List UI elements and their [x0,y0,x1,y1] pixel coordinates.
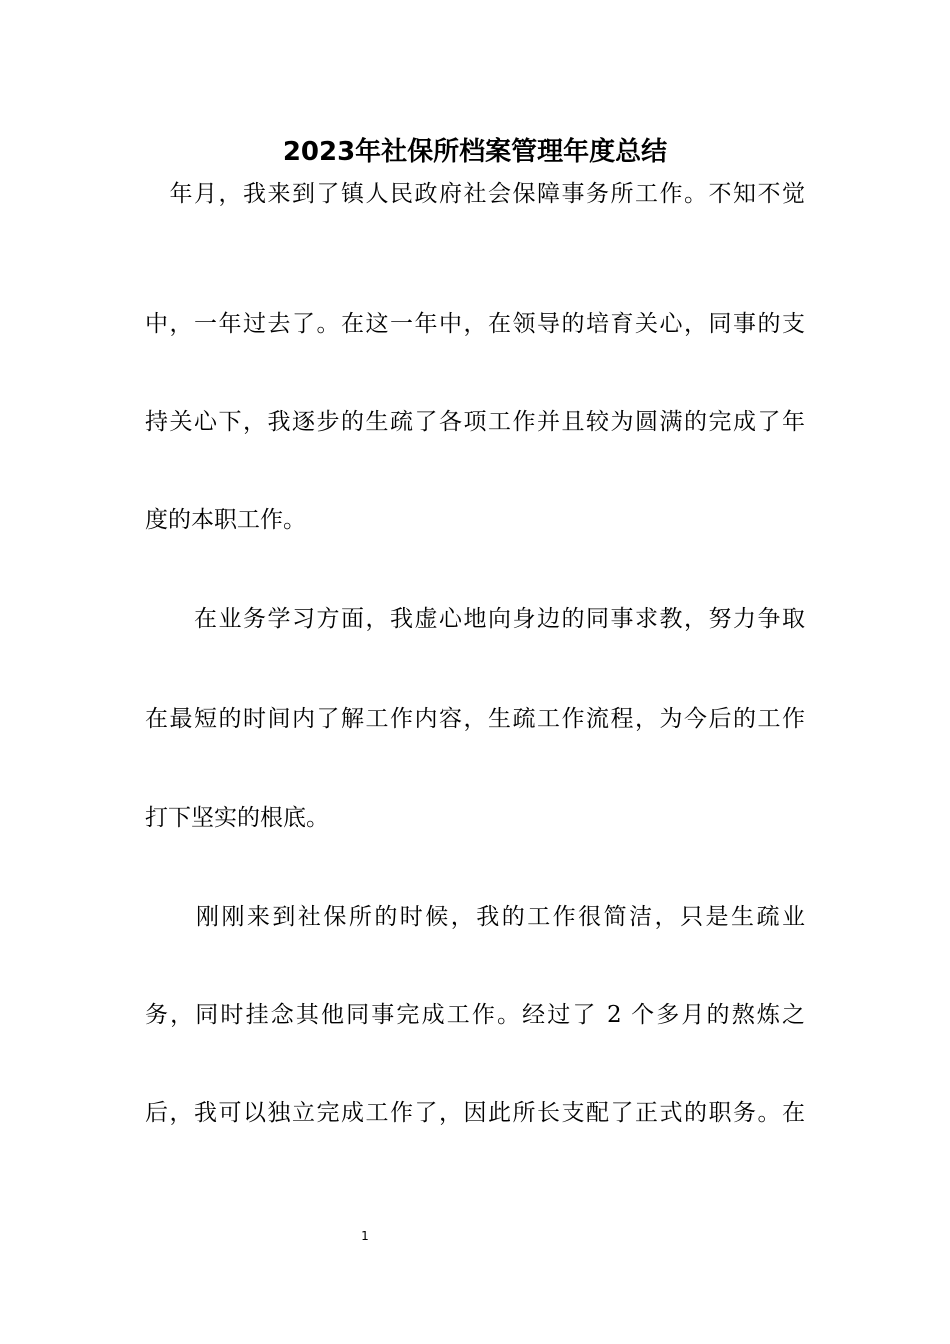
paragraph-3-line-1: 刚刚来到社保所的时候，我的工作很简洁，只是生疏业 [145,904,805,930]
paragraph-1-line-4: 度的本职工作。 [145,507,306,533]
paragraph-1-line-2: 中，一年过去了。在这一年中，在领导的培育关心，同事的支 [145,311,805,337]
paragraph-1-line-3: 持关心下，我逐步的生疏了各项工作并且较为圆满的完成了年 [145,409,805,435]
document-title: 2023年社保所档案管理年度总结 [282,137,668,167]
page-number: 1 [361,1229,369,1243]
paragraph-3-line-3: 后，我可以独立完成工作了，因此所长支配了正式的职务。在 [145,1100,805,1126]
paragraph-2-line-3: 打下坚实的根底。 [145,805,329,831]
paragraph-3-line-2: 务，同时挂念其他同事完成工作。经过了 2 个多月的熬炼之 [145,1002,805,1028]
paragraph-1-line-1: 年月，我来到了镇人民政府社会保障事务所工作。不知不觉 [145,181,805,207]
paragraph-2-line-1: 在业务学习方面，我虚心地向身边的同事求教，努力争取 [145,606,805,632]
paragraph-2-line-2: 在最短的时间内了解工作内容，生疏工作流程，为今后的工作 [145,706,805,732]
